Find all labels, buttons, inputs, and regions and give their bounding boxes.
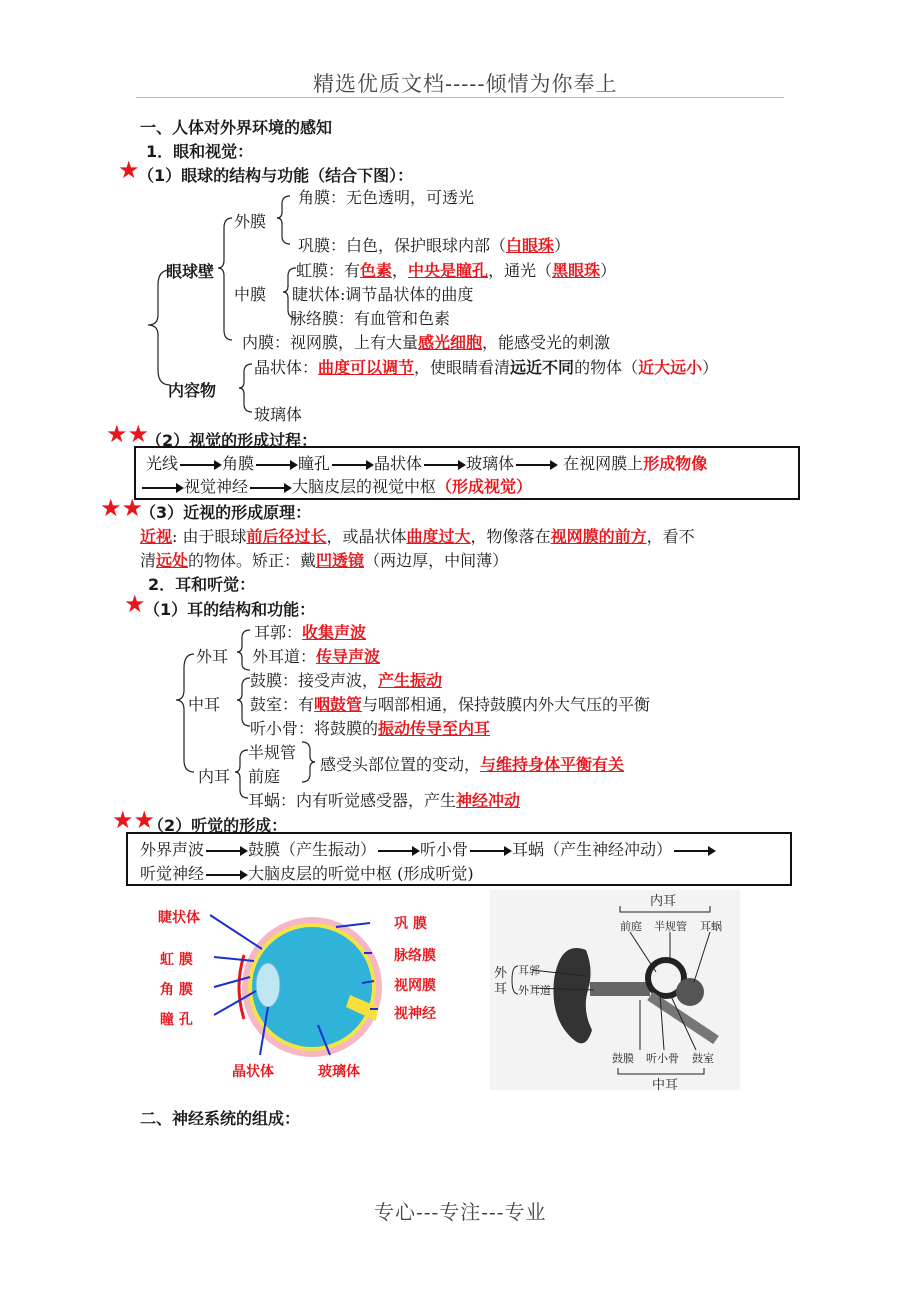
ear-label-outer: 外耳: [494, 966, 508, 997]
ear-label-semicircular: 半规管: [654, 920, 687, 933]
star-icon: ★★: [112, 806, 156, 834]
arrow-icon: [424, 464, 464, 466]
iris-text: 虹膜：有色素，中央是瞳孔，通光（黑眼珠）: [296, 261, 617, 280]
sclera-text: 巩膜：白色，保护眼球内部（白眼珠）: [298, 236, 571, 255]
page-footer: 专心---专注---专业: [374, 1200, 547, 1224]
fig-label-sclera: 巩 膜: [394, 916, 427, 932]
arrow-icon: [332, 464, 372, 466]
outer-membrane-label: 外膜: [234, 212, 267, 231]
star-icon: ★★: [100, 494, 144, 522]
vision-flow-line2: 视觉神经 大脑皮层的视觉中枢（形成视觉）: [140, 474, 532, 497]
fig-label-ciliary: 睫状体: [158, 910, 200, 926]
question-vision-formation: （2）视觉的形成过程：: [146, 431, 318, 450]
arrow-icon: [206, 850, 246, 852]
ear-label-cavity: 鼓室: [692, 1052, 714, 1065]
ear-canal-text: 外耳道：传导声波: [252, 647, 381, 666]
ear-label-vestibule: 前庭: [620, 920, 642, 933]
star-icon: ★: [118, 156, 140, 184]
arrow-icon: [256, 464, 296, 466]
inner-ear-label: 内耳: [198, 767, 231, 786]
question-eye-structure: （1）眼球的结构与功能（结合下图）：: [138, 166, 414, 185]
middle-ear-label: 中耳: [188, 695, 221, 714]
ciliary-text: 睫状体:调节晶状体的曲度: [292, 285, 474, 304]
cornea-text: 角膜：无色透明，可透光: [298, 188, 475, 207]
contents-label: 内容物: [168, 381, 217, 400]
fig-label-vitreous: 玻璃体: [318, 1064, 360, 1080]
arrow-icon: [378, 850, 418, 852]
arrow-icon: [674, 850, 714, 852]
fig-label-pupil: 瞳 孔: [160, 1012, 193, 1028]
fig-label-optic-nerve: 视神经: [394, 1006, 436, 1022]
vestibule-text: 前庭: [248, 767, 281, 786]
ear-label-inner: 内耳: [650, 894, 677, 909]
inner-membrane-text: 内膜：视网膜，上有大量感光细胞，能感受光的刺激: [242, 333, 611, 352]
page-header: 精选优质文档-----倾情为你奉上: [313, 72, 618, 96]
arrow-icon: [250, 487, 290, 489]
arrow-icon: [516, 464, 556, 466]
vitreous-text: 玻璃体: [254, 405, 303, 424]
section2-title: 二、神经系统的组成：: [140, 1109, 301, 1128]
arrow-icon: [470, 850, 510, 852]
ear-label-middle: 中耳: [652, 1078, 679, 1093]
auricle-text: 耳郭：收集声波: [254, 623, 367, 642]
cochlea-text: 耳蜗：内有听觉感受器，产生神经冲动: [248, 791, 521, 810]
middle-membrane-label: 中膜: [234, 285, 267, 304]
eyeball-wall-label: 眼球壁: [166, 262, 215, 281]
myopia-line1: 近视: 由于眼球前后径过长，或晶状体曲度过大，物像落在视网膜的前方，看不: [140, 527, 695, 546]
hearing-flow-line1: 外界声波 鼓膜（产生振动） 听小骨 耳蜗（产生神经冲动）: [140, 837, 716, 860]
semicircular-text: 半规管: [248, 743, 297, 762]
fig-label-lens: 晶状体: [232, 1064, 274, 1080]
star-icon: ★: [124, 590, 146, 618]
fig-label-iris: 虹 膜: [160, 952, 193, 968]
question-myopia: （3）近视的形成原理：: [140, 503, 312, 522]
section1-title: 一、人体对外界环境的感知: [140, 118, 333, 137]
question-ear-structure: （1）耳的结构和功能：: [144, 600, 316, 619]
ear-label-eardrum: 鼓膜: [612, 1052, 634, 1065]
fig-label-choroid: 脉络膜: [394, 948, 436, 964]
arrow-icon: [180, 464, 220, 466]
hearing-flow-line2: 听觉神经 大脑皮层的听觉中枢 (形成听觉): [140, 864, 474, 883]
eye-diagram: [150, 895, 470, 1085]
arrow-icon: [142, 487, 182, 489]
outer-ear-label: 外耳: [196, 647, 229, 666]
question-hearing-formation: （2）听觉的形成：: [148, 816, 288, 835]
lens-text: 晶状体：曲度可以调节，使眼睛看清远近不同的物体（近大远小）: [254, 358, 719, 377]
vision-flow-line1: 光线 角膜 瞳孔 晶状体 玻璃体 在视网膜上形成物像: [146, 454, 708, 473]
ear-label-cochlea: 耳蜗: [700, 920, 722, 933]
choroid-text: 脉络膜：有血管和色素: [290, 309, 451, 328]
tympanic-cavity-text: 鼓室：有咽鼓管与咽部相通，保持鼓膜内外大气压的平衡: [250, 695, 651, 714]
ear-label-auricle: 耳郭: [518, 964, 540, 977]
eardrum-text: 鼓膜：接受声波，产生振动: [250, 671, 443, 690]
arrow-icon: [206, 874, 246, 876]
star-icon: ★★: [106, 420, 150, 448]
myopia-line2: 清远处的物体。矫正：戴凹透镜（两边厚，中间薄）: [140, 551, 509, 570]
ear-label-ossicles: 听小骨: [646, 1052, 679, 1065]
subsection-ear-title: 2．耳和听觉：: [148, 575, 256, 594]
subsection-eye-title: 1．眼和视觉：: [146, 142, 254, 161]
ossicles-text: 听小骨：将鼓膜的振动传导至内耳: [250, 719, 491, 738]
balance-text: 感受头部位置的变动，与维持身体平衡有关: [320, 755, 625, 774]
ear-label-canal: 外耳道: [518, 984, 551, 997]
fig-label-retina: 视网膜: [394, 978, 436, 994]
fig-label-cornea: 角 膜: [160, 982, 193, 998]
ear-diagram: [490, 890, 740, 1093]
